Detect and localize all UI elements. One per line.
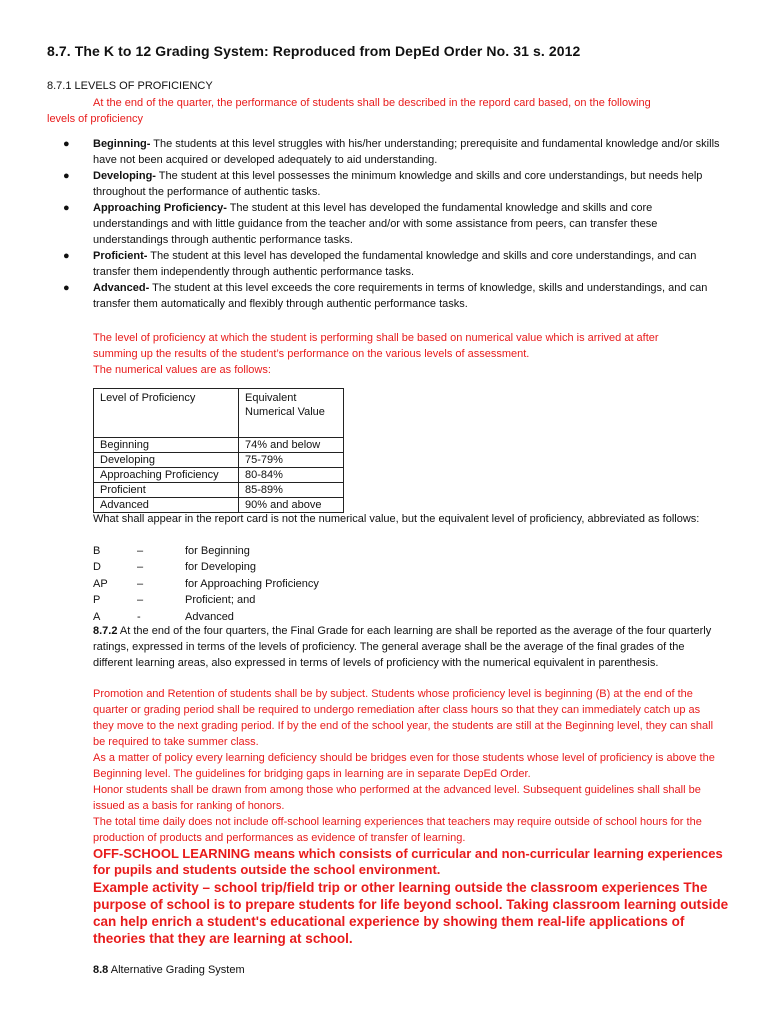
abbreviation: A bbox=[93, 610, 101, 623]
dash: – bbox=[137, 594, 144, 607]
level-description: The student at this level has developed the fundamental knowledge and skills and core understandings and with little guidance from the teacher and/or with some assistance from peers, can transfer these understandings through authentic performance tasks. bbox=[93, 202, 658, 246]
table-row bbox=[94, 483, 344, 498]
bullet-icon: ● bbox=[63, 170, 70, 182]
abbreviation: B bbox=[93, 545, 101, 557]
numerical-value-paragraph bbox=[93, 330, 723, 378]
policy-paragraphs bbox=[93, 686, 723, 846]
list-item bbox=[63, 136, 723, 168]
abbreviation: P bbox=[93, 594, 101, 607]
abbreviation-meaning: for Beginning bbox=[185, 545, 250, 557]
intro-paragraph bbox=[47, 95, 727, 127]
level-term: Approaching Proficiency- bbox=[93, 202, 227, 214]
list-item bbox=[63, 168, 723, 200]
list-item bbox=[63, 200, 723, 248]
dash: – bbox=[137, 545, 144, 557]
dash: – bbox=[137, 561, 144, 574]
abbreviation: D bbox=[93, 561, 101, 574]
paragraph-line: The numerical values are as follows: bbox=[93, 364, 271, 376]
table-cell: Proficient bbox=[94, 483, 239, 498]
section-text: At the end of the four quarters, the Final Grade for each learning are shall be reported as the average of the four quarterly ratings, expressed in terms of the levels of proficiency. The general average shall be the average of the final grades of the different learning areas, also expressed in terms of levels of proficiency with the numerical equivalent in parenthesis. bbox=[93, 625, 712, 669]
policy-paragraph: Promotion and Retention of students shall be by subject. Students whose proficiency level is beginning (B) at the end of the quarter or grading period shall be required to undergo remediation after class hours so that they can immediately catch up as they move to the next grading period. If by the end of the school year, the students are still at the Beginning level, they can shall be required to take summer class. bbox=[93, 688, 714, 748]
table-cell: Approaching Proficiency bbox=[94, 468, 239, 483]
intro-line-1: At the end of the quarter, the performance of students shall be described in the repord card based, on the following bbox=[93, 97, 651, 109]
proficiency-table bbox=[93, 388, 344, 513]
table-row bbox=[94, 468, 344, 483]
example-activity-paragraph: Example activity – school trip/field trip or other learning outside the classroom experiences The purpose of school is to prepare students for life beyond school. Taking classroom learning outside can help enrich a student's educational experience by showing them real-life applications of theories that they are learning at school. bbox=[93, 880, 729, 946]
table-cell: Advanced bbox=[94, 498, 239, 513]
column-header: Level of Proficiency bbox=[94, 389, 239, 438]
level-term: Advanced- bbox=[93, 282, 150, 294]
section-title: Alternative Grading System bbox=[108, 964, 245, 976]
paragraph-line: The level of proficiency at which the student is performing shall be based on numerical value which is arrived at after bbox=[93, 332, 659, 344]
abbreviation-meaning: Proficient; and bbox=[185, 594, 256, 607]
off-school-learning-definition: OFF-SCHOOL LEARNING means which consists of curricular and non-curricular learning experiences for pupils and students outside the school environment. bbox=[93, 846, 723, 877]
level-description: The student at this level has developed the fundamental knowledge and skills and core understandings, and can transfer them independently through authentic performance tasks. bbox=[93, 250, 697, 278]
list-item bbox=[63, 248, 723, 280]
abbreviation-list bbox=[93, 543, 319, 625]
level-term: Beginning- bbox=[93, 138, 151, 150]
list-item bbox=[93, 559, 319, 575]
level-description: The student at this level possesses the minimum knowledge and skills and core understandings, but needs help throughout the performance of authentic tasks. bbox=[93, 170, 703, 198]
table-cell: 90% and above bbox=[239, 498, 344, 513]
level-term: Developing- bbox=[93, 170, 156, 182]
list-item bbox=[93, 576, 319, 592]
table-cell: 74% and below bbox=[239, 438, 344, 453]
abbreviation-meaning: for Approaching Proficiency bbox=[185, 577, 319, 590]
policy-paragraph: Honor students shall be drawn from among those who performed at the advanced level. Subsequent guidelines shall shall be issued as a basis for ranking of honors. bbox=[93, 784, 701, 812]
section-number: 8.7.2 bbox=[93, 625, 118, 637]
level-term: Proficient- bbox=[93, 250, 148, 262]
table-row bbox=[94, 438, 344, 453]
level-description: The students at this level struggles with his/her understanding; prerequisite and fundamental knowledge and/or skills have not been acquired or developed adequately to aid understanding. bbox=[93, 138, 720, 166]
table-row bbox=[94, 453, 344, 468]
table-cell: Beginning bbox=[94, 438, 239, 453]
proficiency-levels-list bbox=[63, 136, 723, 312]
table-cell: Developing bbox=[94, 453, 239, 468]
bullet-icon: ● bbox=[63, 138, 70, 150]
table-cell: 85-89% bbox=[239, 483, 344, 498]
report-card-note: What shall appear in the report card is not the numerical value, but the equivalent level of proficiency, abbreviated as follows: bbox=[93, 513, 700, 525]
dash: – bbox=[137, 577, 144, 590]
section-number: 8.8 bbox=[93, 964, 109, 976]
policy-paragraph: The total time daily does not include off-school learning experiences that teachers may require outside of school hours for the production of products and performances as evidence of transfer of learning. bbox=[93, 816, 702, 844]
section-8-7-2 bbox=[93, 623, 723, 671]
subsection-heading: 8.7.1 LEVELS OF PROFICIENCY bbox=[47, 80, 213, 92]
bullet-icon: ● bbox=[63, 202, 70, 214]
level-description: The student at this level exceeds the core requirements in terms of knowledge, skills and understandings, and can transfer them automatically and flexibly through authentic performance tasks. bbox=[93, 282, 708, 310]
table-cell: 80-84% bbox=[239, 468, 344, 483]
abbreviation: AP bbox=[93, 577, 108, 590]
table-cell: 75-79% bbox=[239, 453, 344, 468]
intro-line-2: levels of proficiency bbox=[47, 113, 143, 125]
table-header-row bbox=[94, 389, 344, 438]
policy-paragraph: As a matter of policy every learning deficiency should be bridges even for those students whose level of proficiency is above the Beginning level. The guidelines for bridging gaps in learning are in separate DepEd Order. bbox=[93, 752, 715, 780]
abbreviation-meaning: for Developing bbox=[185, 561, 256, 574]
list-item bbox=[93, 543, 319, 559]
list-item bbox=[93, 592, 319, 608]
dash: - bbox=[137, 610, 141, 623]
paragraph-line: summing up the results of the student’s performance on the various levels of assessment. bbox=[93, 348, 530, 360]
list-item bbox=[63, 280, 723, 312]
column-header: Equivalent Numerical Value bbox=[239, 389, 344, 438]
bullet-icon: ● bbox=[63, 250, 70, 262]
abbreviation-meaning: Advanced bbox=[185, 610, 234, 623]
next-section-heading bbox=[93, 964, 245, 976]
bullet-icon: ● bbox=[63, 282, 70, 294]
section-heading: 8.7. The K to 12 Grading System: Reproduced from DepEd Order No. 31 s. 2012 bbox=[47, 43, 581, 59]
